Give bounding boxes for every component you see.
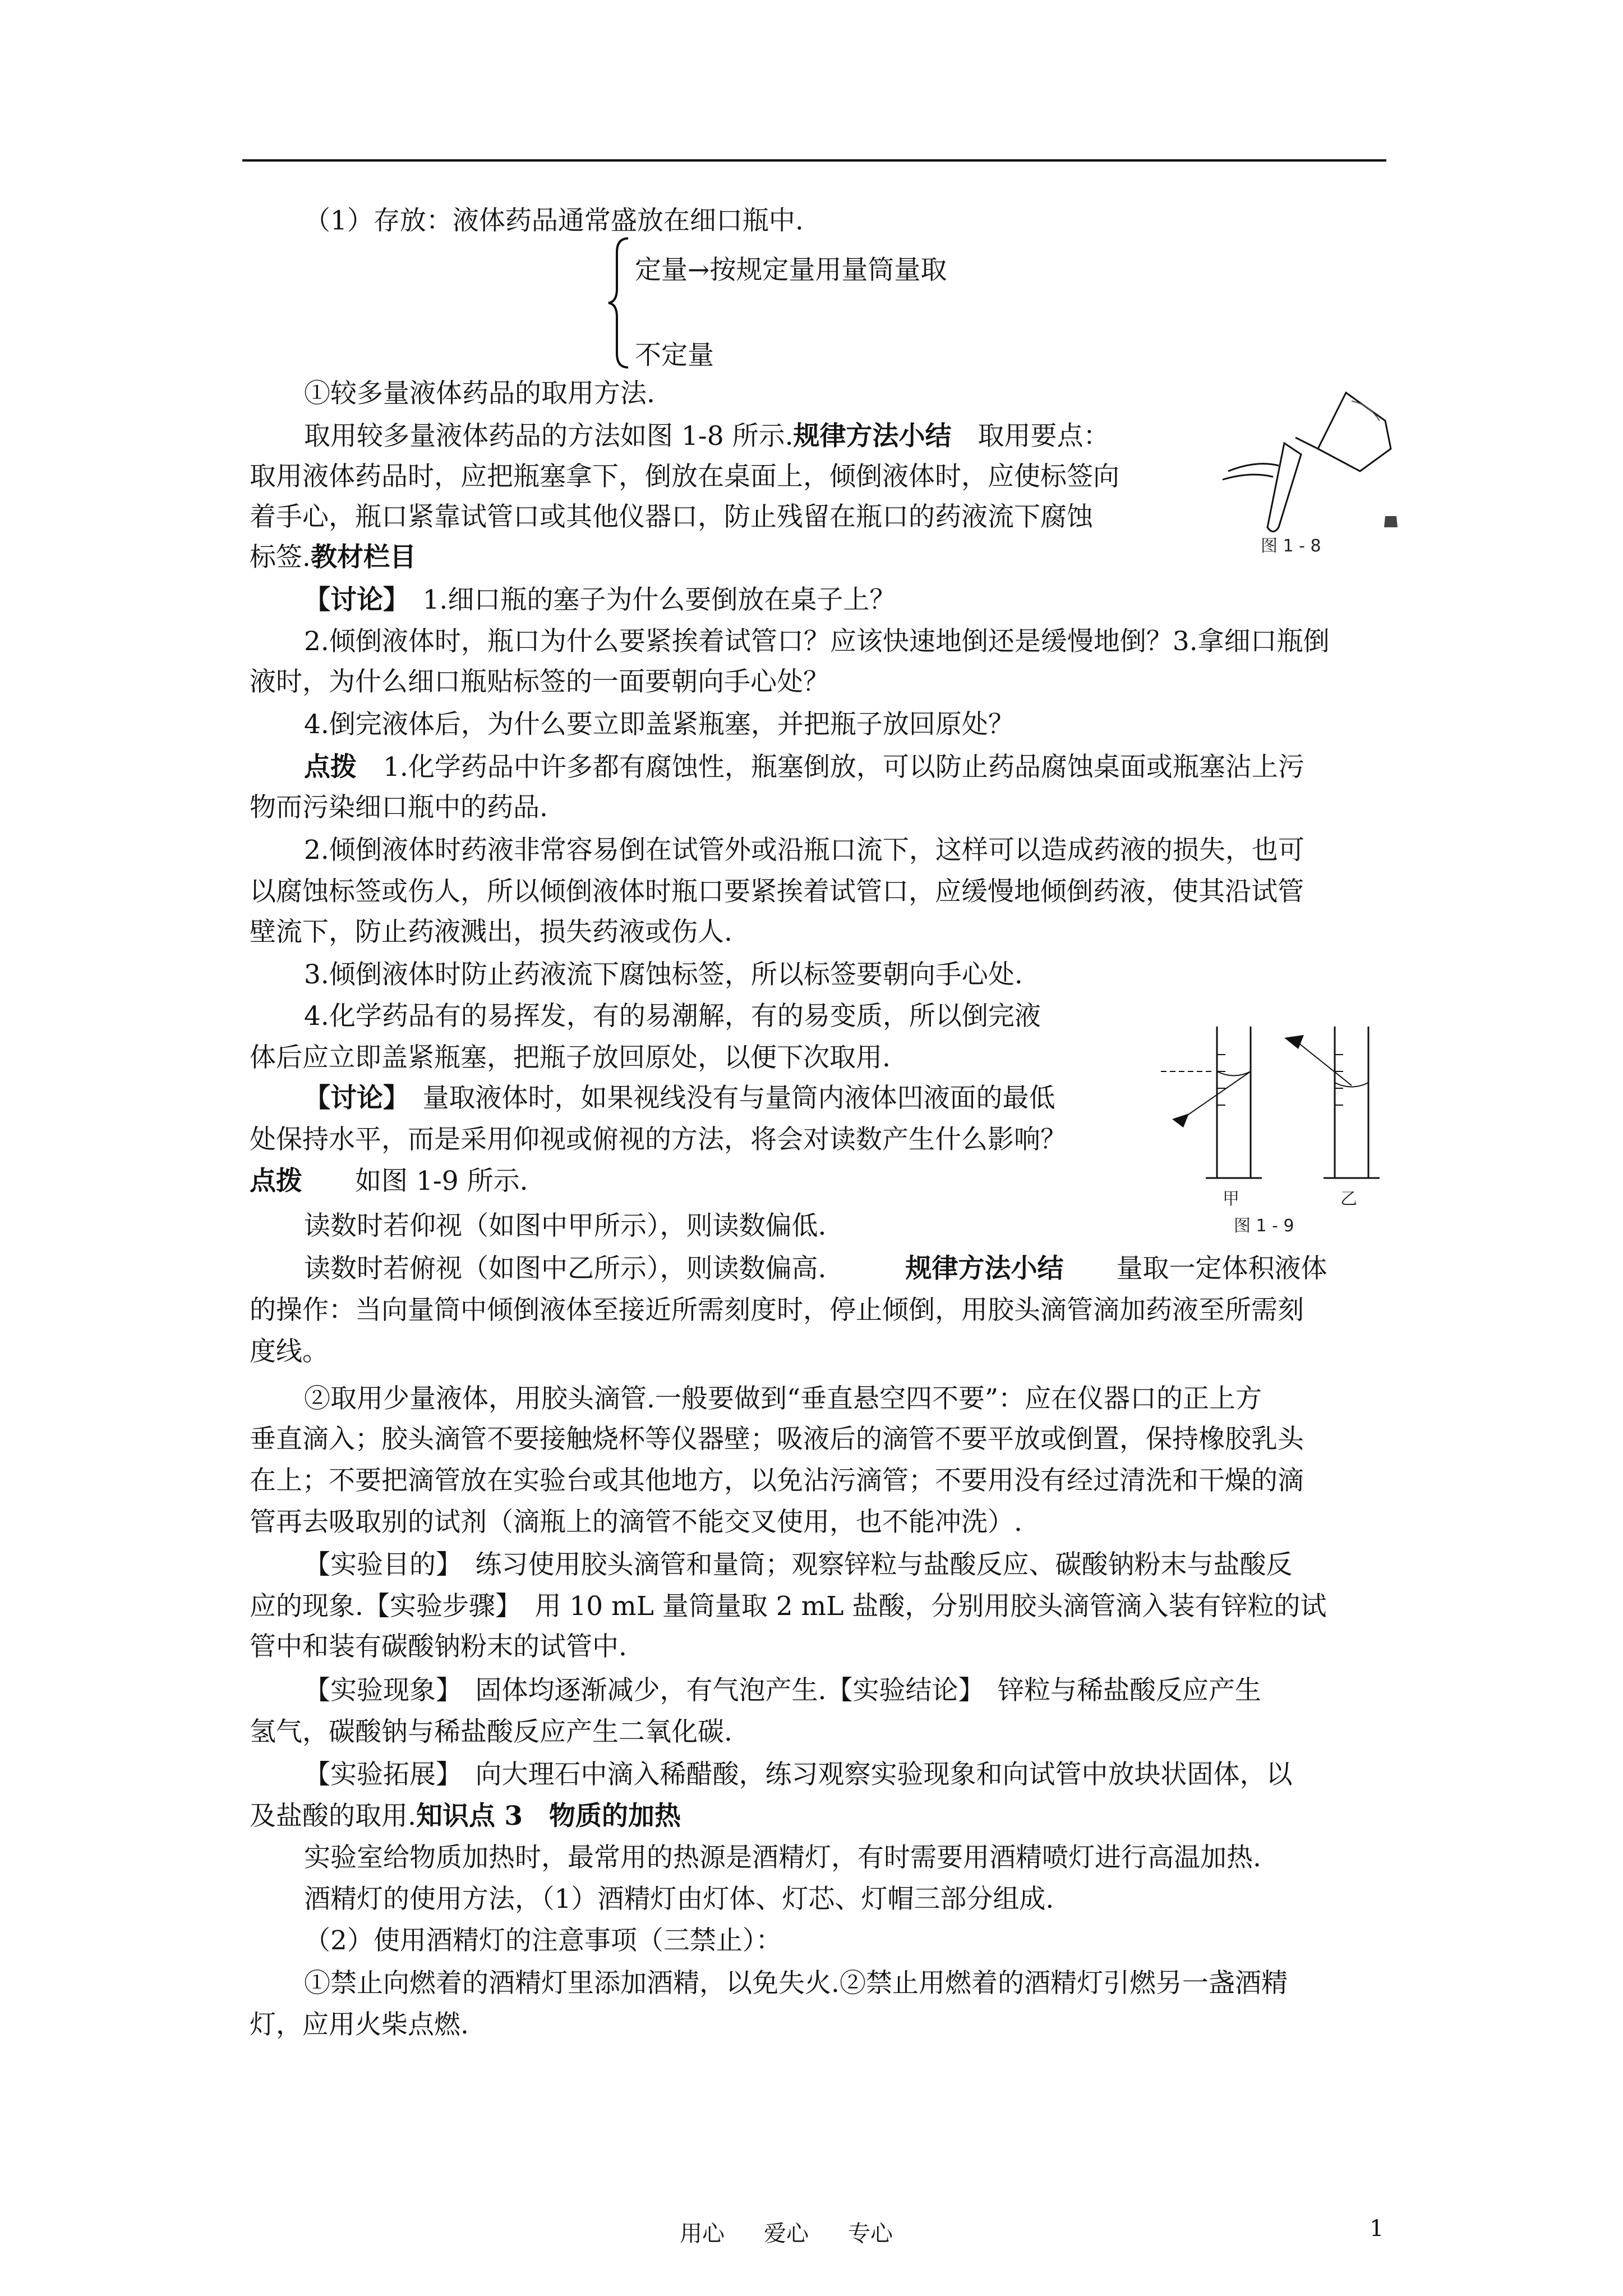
paragraph-line: 2.倾倒液体时药液非常容易倒在试管外或沿瓶口流下，这样可以造成药液的损失，也可 xyxy=(304,835,1304,866)
paragraph-line: 垂直滴入；胶头滴管不要接触烧杯等仪器壁；吸液后的滴管不要平放或倒置，保持橡胶乳头 xyxy=(250,1424,1304,1455)
paragraph-line: 4.倒完液体后，为什么要立即盖紧瓶塞，并把瓶子放回原处？ xyxy=(304,709,1015,740)
paragraph-line: 2.倾倒液体时，瓶口为什么要紧挨着试管口？应该快速地倒还是缓慢地倒？3.拿细口瓶倒 xyxy=(304,626,1330,657)
brace-icon xyxy=(606,236,639,370)
discussion-question: 【讨论】 1.细口瓶的塞子为什么要倒放在桌子上？ xyxy=(304,585,896,615)
paragraph-line: 的操作：当向量筒中倾倒液体至接近所需刻度时，停止倾倒，用胶头滴管滴加药液至所需刻 xyxy=(250,1295,1304,1326)
paragraph-line: 4.化学药品有的易挥发，有的易潮解，有的易变质，所以倒完液 xyxy=(304,1001,1041,1032)
section-2-heading: ②取用少量液体，用胶头滴管.一般要做到“垂直悬空四不要”：应在仪器口的正上方 xyxy=(304,1383,1262,1414)
footer-motto-3: 专心 xyxy=(848,2221,893,2247)
paragraph-line: 处保持水平，而是采用仰视或俯视的方法，将会对读数产生什么影响？ xyxy=(250,1124,1067,1155)
header-rule xyxy=(242,159,1386,162)
experiment-phenomenon: 【实验现象】 固体均逐渐减少，有气泡产生.【实验结论】 锌粒与稀盐酸反应产生 xyxy=(304,1675,1261,1706)
paragraph-line: 取用液体药品时，应把瓶塞拿下，倒放在桌面上，倾倒液体时，应使标签向 xyxy=(250,461,1119,492)
section-1-heading: ①较多量液体药品的取用方法. xyxy=(304,378,655,409)
figure-1-8-caption: 图 1 - 8 xyxy=(1261,536,1321,556)
footer-motto-2: 爱心 xyxy=(764,2221,809,2247)
paragraph-line: 在上；不要把滴管放在实验台或其他地方，以免沾污滴管；不要用没有经过清洗和干燥的滴 xyxy=(250,1465,1304,1496)
paragraph-line: 以腐蚀标签或伤人，所以倾倒液体时瓶口要紧挨着试管口，应缓慢地倾倒药液，使其沿试管 xyxy=(250,876,1304,907)
experiment-purpose: 【实验目的】 练习使用胶头滴管和量筒；观察锌粒与盐酸反应、碳酸钠粉末与盐酸反 xyxy=(304,1549,1293,1580)
knowledge-point-heading: 及盐酸的取用.知识点 3 物质的加热 xyxy=(250,1801,681,1832)
storage-line: （1）存放：液体药品通常盛放在细口瓶中. xyxy=(304,205,804,236)
paragraph-line: 实验室给物质加热时，最常用的热源是酒精灯，有时需要用酒精喷灯进行高温加热. xyxy=(304,1842,1261,1873)
experiment-steps: 应的现象.【实验步骤】 用 10 mL 量筒量取 2 mL 盐酸，分别用胶头滴管滴入装有锌粒的试 xyxy=(250,1591,1327,1622)
hint-paragraph: 点拨 1.化学药品中许多都有腐蚀性，瓶塞倒放，可以防止药品腐蚀桌面或瓶塞沾上污 xyxy=(304,752,1304,783)
discussion-question: 【讨论】 量取液体时，如果视线没有与量筒内液体凹液面的最低 xyxy=(304,1083,1055,1114)
paragraph-line: 取用较多量液体药品的方法如图 1-8 所示.规律方法小结 取用要点： xyxy=(304,421,1110,452)
page-number: 1 xyxy=(1370,2216,1384,2242)
paragraph-line: 液时，为什么细口瓶贴标签的一面要朝向手心处？ xyxy=(250,666,829,697)
paragraph-line: 酒精灯的使用方法，（1）酒精灯由灯体、灯芯、灯帽三部分组成. xyxy=(304,1884,1054,1915)
paragraph-line: 管中和装有碳酸钠粉末的试管中. xyxy=(250,1631,627,1662)
paragraph-line: 读数时若俯视（如图中乙所示），则读数偏高. 规律方法小结 量取一定体积液体 xyxy=(304,1253,1327,1284)
paragraph-line: 物而污染细口瓶中的药品. xyxy=(250,792,548,823)
paragraph-line: 着手心，瓶口紧靠试管口或其他仪器口，防止残留在瓶口的药液流下腐蚀 xyxy=(250,501,1093,532)
graduated-cylinders-illustration xyxy=(1155,1010,1391,1200)
pouring-illustration xyxy=(1217,387,1402,539)
paragraph-line: ①禁止向燃着的酒精灯里添加酒精，以免失火.②禁止用燃着的酒精灯引燃另一盏酒精 xyxy=(304,1968,1288,1999)
experiment-extension: 【实验拓展】 向大理石中滴入稀醋酸，练习观察实验现象和向试管中放块状固体，以 xyxy=(304,1759,1293,1790)
paragraph-line: 度线。 xyxy=(250,1336,329,1367)
paragraph-line: 灯，应用火柴点燃. xyxy=(250,2009,469,2040)
non-quantitative-line: 不定量 xyxy=(635,340,714,371)
paragraph-line: 体后应立即盖紧瓶塞，把瓶子放回原处，以便下次取用. xyxy=(250,1042,891,1073)
figure-1-9-label-left: 甲 xyxy=(1223,1189,1239,1209)
paragraph-line: 壁流下，防止药液溅出，损失药液或伤人. xyxy=(250,917,732,947)
figure-1-9-caption: 图 1 - 9 xyxy=(1234,1216,1294,1236)
paragraph-line: 读数时若仰视（如图中甲所示），则读数偏低. xyxy=(304,1211,827,1241)
paragraph-line: 3.倾倒液体时防止药液流下腐蚀标签，所以标签要朝向手心处. xyxy=(304,959,1023,990)
quantitative-line: 定量→按规定量用量筒量取 xyxy=(635,255,947,286)
footer-motto-1: 用心 xyxy=(680,2221,725,2247)
paragraph-line: 氢气，碳酸钠与稀盐酸反应产生二氧化碳. xyxy=(250,1717,732,1747)
paragraph-line: 管再去吸取别的试剂（滴瓶上的滴管不能交叉使用，也不能冲洗）. xyxy=(250,1507,1022,1538)
paragraph-line: 标签.教材栏目 xyxy=(250,542,416,573)
paragraph-line: （2）使用酒精灯的注意事项（三禁止）： xyxy=(304,1925,782,1956)
hint-paragraph: 点拨 如图 1-9 所示. xyxy=(250,1166,528,1197)
figure-1-9-label-right: 乙 xyxy=(1340,1189,1357,1209)
